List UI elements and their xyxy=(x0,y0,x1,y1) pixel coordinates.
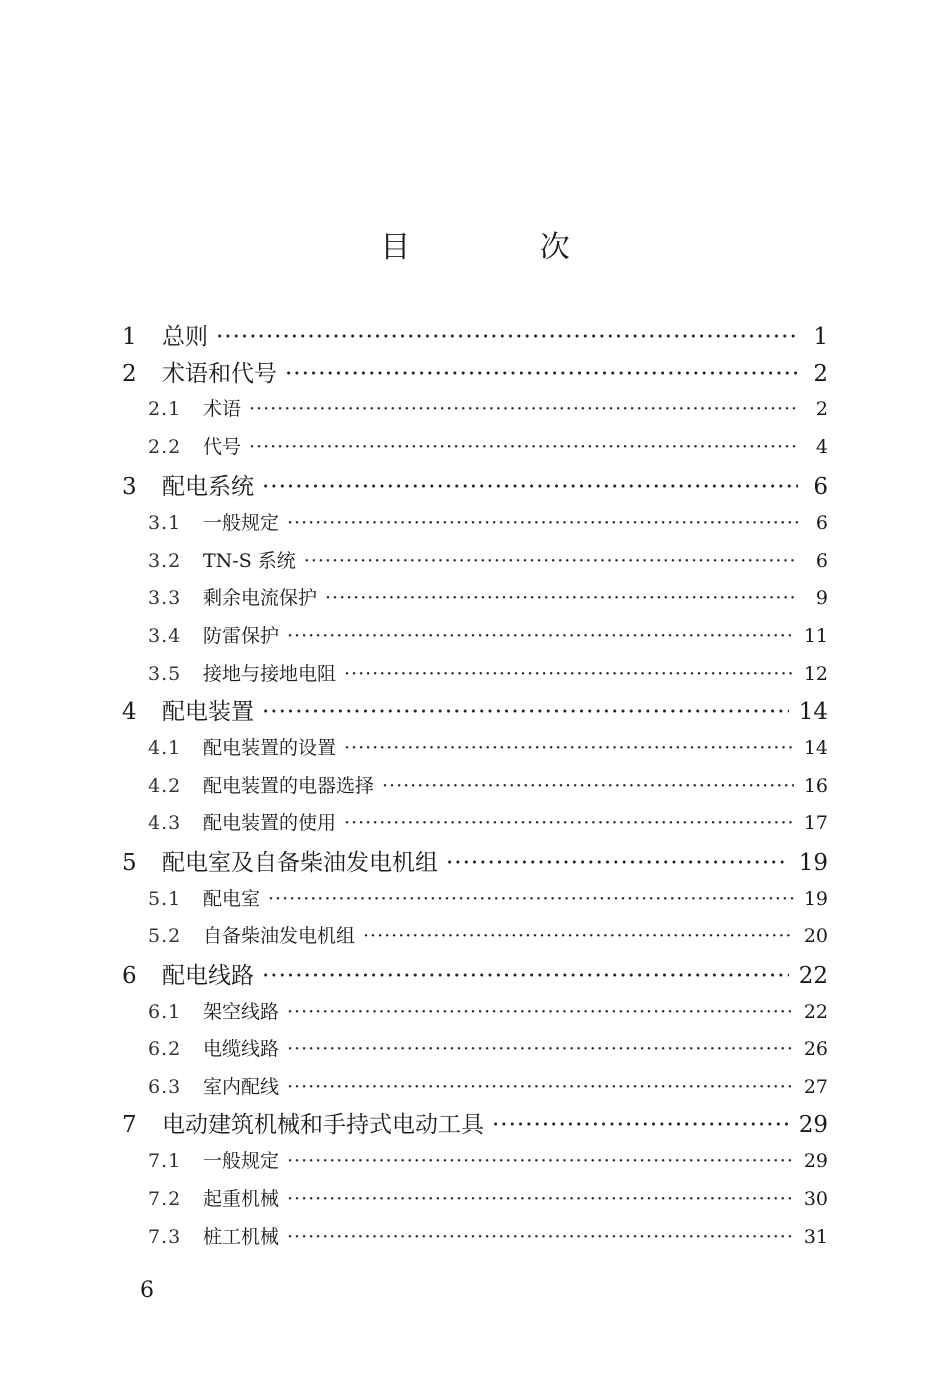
toc-entry-page: 19 xyxy=(798,850,828,876)
toc-entry-number: 3 xyxy=(122,474,137,500)
toc-entry-page: 9 xyxy=(815,587,828,609)
dot-leader xyxy=(287,625,794,647)
toc-entry-page: 16 xyxy=(803,775,828,797)
toc-entry-page: 26 xyxy=(803,1038,828,1060)
dot-leader xyxy=(268,888,794,910)
toc-entry-number: 5 xyxy=(122,850,137,876)
toc-entry-page: 6 xyxy=(813,474,828,500)
toc-entry-label: 电缆线路 xyxy=(203,1038,280,1060)
toc-entry-1[interactable] xyxy=(122,318,828,348)
toc-entry-number: 1 xyxy=(122,324,137,350)
toc-entry-number: 7.1 xyxy=(148,1150,182,1172)
toc-entry-page: 12 xyxy=(803,663,828,685)
toc-entry-label: 接地与接地电阻 xyxy=(203,663,337,685)
toc-entry-page: 6 xyxy=(815,550,828,572)
toc-entry-number: 4.2 xyxy=(148,775,182,797)
toc-entry-page: 11 xyxy=(803,625,828,647)
toc-entry-page: 20 xyxy=(803,925,828,947)
toc-entry-number: 6.2 xyxy=(148,1038,182,1060)
toc-entry-3-3[interactable] xyxy=(148,583,828,611)
dot-leader xyxy=(262,699,789,725)
dot-leader xyxy=(287,512,798,534)
toc-entry-number: 7.3 xyxy=(148,1226,182,1248)
toc-entry-number: 4.1 xyxy=(148,737,182,759)
toc-entry-label: 桩工机械 xyxy=(203,1226,280,1248)
toc-entry-7-2[interactable] xyxy=(148,1184,828,1212)
toc-entry-4[interactable] xyxy=(122,693,828,723)
toc-entry-4-3[interactable] xyxy=(148,808,828,836)
toc-entry-3-2[interactable] xyxy=(148,546,828,574)
dot-leader xyxy=(382,775,794,797)
toc-title: 目 次 xyxy=(380,230,630,265)
toc-entry-number: 5.2 xyxy=(148,925,182,947)
toc-entry-page: 30 xyxy=(803,1188,828,1210)
toc-entry-label: 配电装置的设置 xyxy=(203,737,337,759)
dot-leader xyxy=(249,436,798,458)
toc-entry-label: 一般规定 xyxy=(203,512,280,534)
toc-entry-6-1[interactable] xyxy=(148,997,828,1025)
toc-entry-page: 29 xyxy=(803,1150,828,1172)
toc-entry-number: 3.3 xyxy=(148,587,182,609)
toc-entry-3-1[interactable] xyxy=(148,508,828,536)
toc-entry-number: 2.2 xyxy=(148,436,182,458)
toc-entry-label: 架空线路 xyxy=(203,1001,280,1023)
toc-entry-page: 2 xyxy=(813,361,828,387)
toc-entry-5[interactable] xyxy=(122,844,828,874)
toc-entry-6[interactable] xyxy=(122,957,828,987)
dot-leader xyxy=(446,850,789,876)
toc-entry-label: 配电线路 xyxy=(162,963,254,989)
toc-entry-7[interactable] xyxy=(122,1106,828,1136)
toc-entry-number: 7.2 xyxy=(148,1188,182,1210)
toc-entry-label: 起重机械 xyxy=(203,1188,280,1210)
dot-leader xyxy=(363,925,794,947)
toc-entry-label: 防雷保护 xyxy=(203,625,280,647)
toc-entry-page: 31 xyxy=(803,1226,828,1248)
dot-leader xyxy=(287,1188,794,1210)
toc-entry-number: 4.3 xyxy=(148,812,182,834)
toc-entry-2-1[interactable] xyxy=(148,394,828,422)
toc-entry-label: 术语 xyxy=(203,398,242,420)
toc-entry-number: 6 xyxy=(122,963,137,989)
dot-leader xyxy=(344,737,794,759)
dot-leader xyxy=(285,361,798,387)
toc-entry-number: 7 xyxy=(122,1112,137,1138)
toc-entry-page: 6 xyxy=(815,512,828,534)
toc-entry-5-2[interactable] xyxy=(148,921,828,949)
toc-entry-label: 代号 xyxy=(203,436,242,458)
toc-entry-label: 术语和代号 xyxy=(162,361,277,387)
toc-entry-page: 22 xyxy=(798,963,828,989)
dot-leader xyxy=(216,324,798,350)
dot-leader xyxy=(262,963,789,989)
dot-leader xyxy=(492,1112,789,1138)
toc-entry-number: 2.1 xyxy=(148,398,182,420)
toc-entry-number: 3.5 xyxy=(148,663,182,685)
toc-entry-number: 5.1 xyxy=(148,888,182,910)
toc-entry-page: 14 xyxy=(803,737,828,759)
dot-leader xyxy=(325,587,798,609)
dot-leader xyxy=(304,550,798,572)
dot-leader xyxy=(344,663,794,685)
toc-entry-number: 2 xyxy=(122,361,137,387)
toc-entry-label: 剩余电流保护 xyxy=(203,587,318,609)
toc-entry-number: 3.2 xyxy=(148,550,182,572)
toc-entry-page: 19 xyxy=(803,888,828,910)
dot-leader xyxy=(287,1001,794,1023)
toc-entry-label: 电动建筑机械和手持式电动工具 xyxy=(162,1112,484,1138)
toc-entry-number: 3.1 xyxy=(148,512,182,534)
toc-entry-label: TN-S 系统 xyxy=(203,550,296,572)
toc-entry-3-5[interactable] xyxy=(148,659,828,687)
toc-entry-number: 6.3 xyxy=(148,1076,182,1098)
toc-entry-number: 6.1 xyxy=(148,1001,182,1023)
dot-leader xyxy=(287,1076,794,1098)
toc-entry-page: 29 xyxy=(798,1112,828,1138)
toc-entry-page: 2 xyxy=(815,398,828,420)
dot-leader xyxy=(262,474,798,500)
toc-entry-page: 1 xyxy=(813,324,828,350)
toc-entry-label: 总则 xyxy=(162,324,208,350)
toc-entry-label: 配电室 xyxy=(203,888,261,910)
toc-entry-label: 配电装置的电器选择 xyxy=(203,775,375,797)
toc-entry-page: 17 xyxy=(803,812,828,834)
toc-entry-page: 22 xyxy=(803,1001,828,1023)
toc-entry-page: 27 xyxy=(803,1076,828,1098)
toc-entry-4-2[interactable] xyxy=(148,771,828,799)
toc-entry-label: 室内配线 xyxy=(203,1076,280,1098)
toc-entry-6-2[interactable] xyxy=(148,1034,828,1062)
dot-leader xyxy=(344,812,794,834)
toc-entry-2[interactable] xyxy=(122,355,828,385)
toc-entry-label: 一般规定 xyxy=(203,1150,280,1172)
toc-entry-page: 14 xyxy=(798,699,828,725)
toc-entry-4-1[interactable] xyxy=(148,733,828,761)
toc-entry-label: 配电装置 xyxy=(162,699,254,725)
page-number: 6 xyxy=(140,1278,154,1303)
dot-leader xyxy=(249,398,798,420)
toc-entry-page: 4 xyxy=(815,436,828,458)
dot-leader xyxy=(287,1226,794,1248)
toc-entry-2-2[interactable] xyxy=(148,432,828,460)
toc-entry-label: 自备柴油发电机组 xyxy=(203,925,356,947)
toc-entry-number: 3.4 xyxy=(148,625,182,647)
toc-entry-7-3[interactable] xyxy=(148,1222,828,1250)
toc-entry-7-1[interactable] xyxy=(148,1146,828,1174)
dot-leader xyxy=(287,1150,794,1172)
toc-entry-label: 配电装置的使用 xyxy=(203,812,337,834)
toc-entry-3-4[interactable] xyxy=(148,621,828,649)
toc-entry-number: 4 xyxy=(122,699,137,725)
toc-entry-5-1[interactable] xyxy=(148,884,828,912)
toc-entry-label: 配电系统 xyxy=(162,474,254,500)
toc-entry-label: 配电室及自备柴油发电机组 xyxy=(162,850,438,876)
toc-entry-3[interactable] xyxy=(122,468,828,498)
dot-leader xyxy=(287,1038,794,1060)
toc-entry-6-3[interactable] xyxy=(148,1072,828,1100)
